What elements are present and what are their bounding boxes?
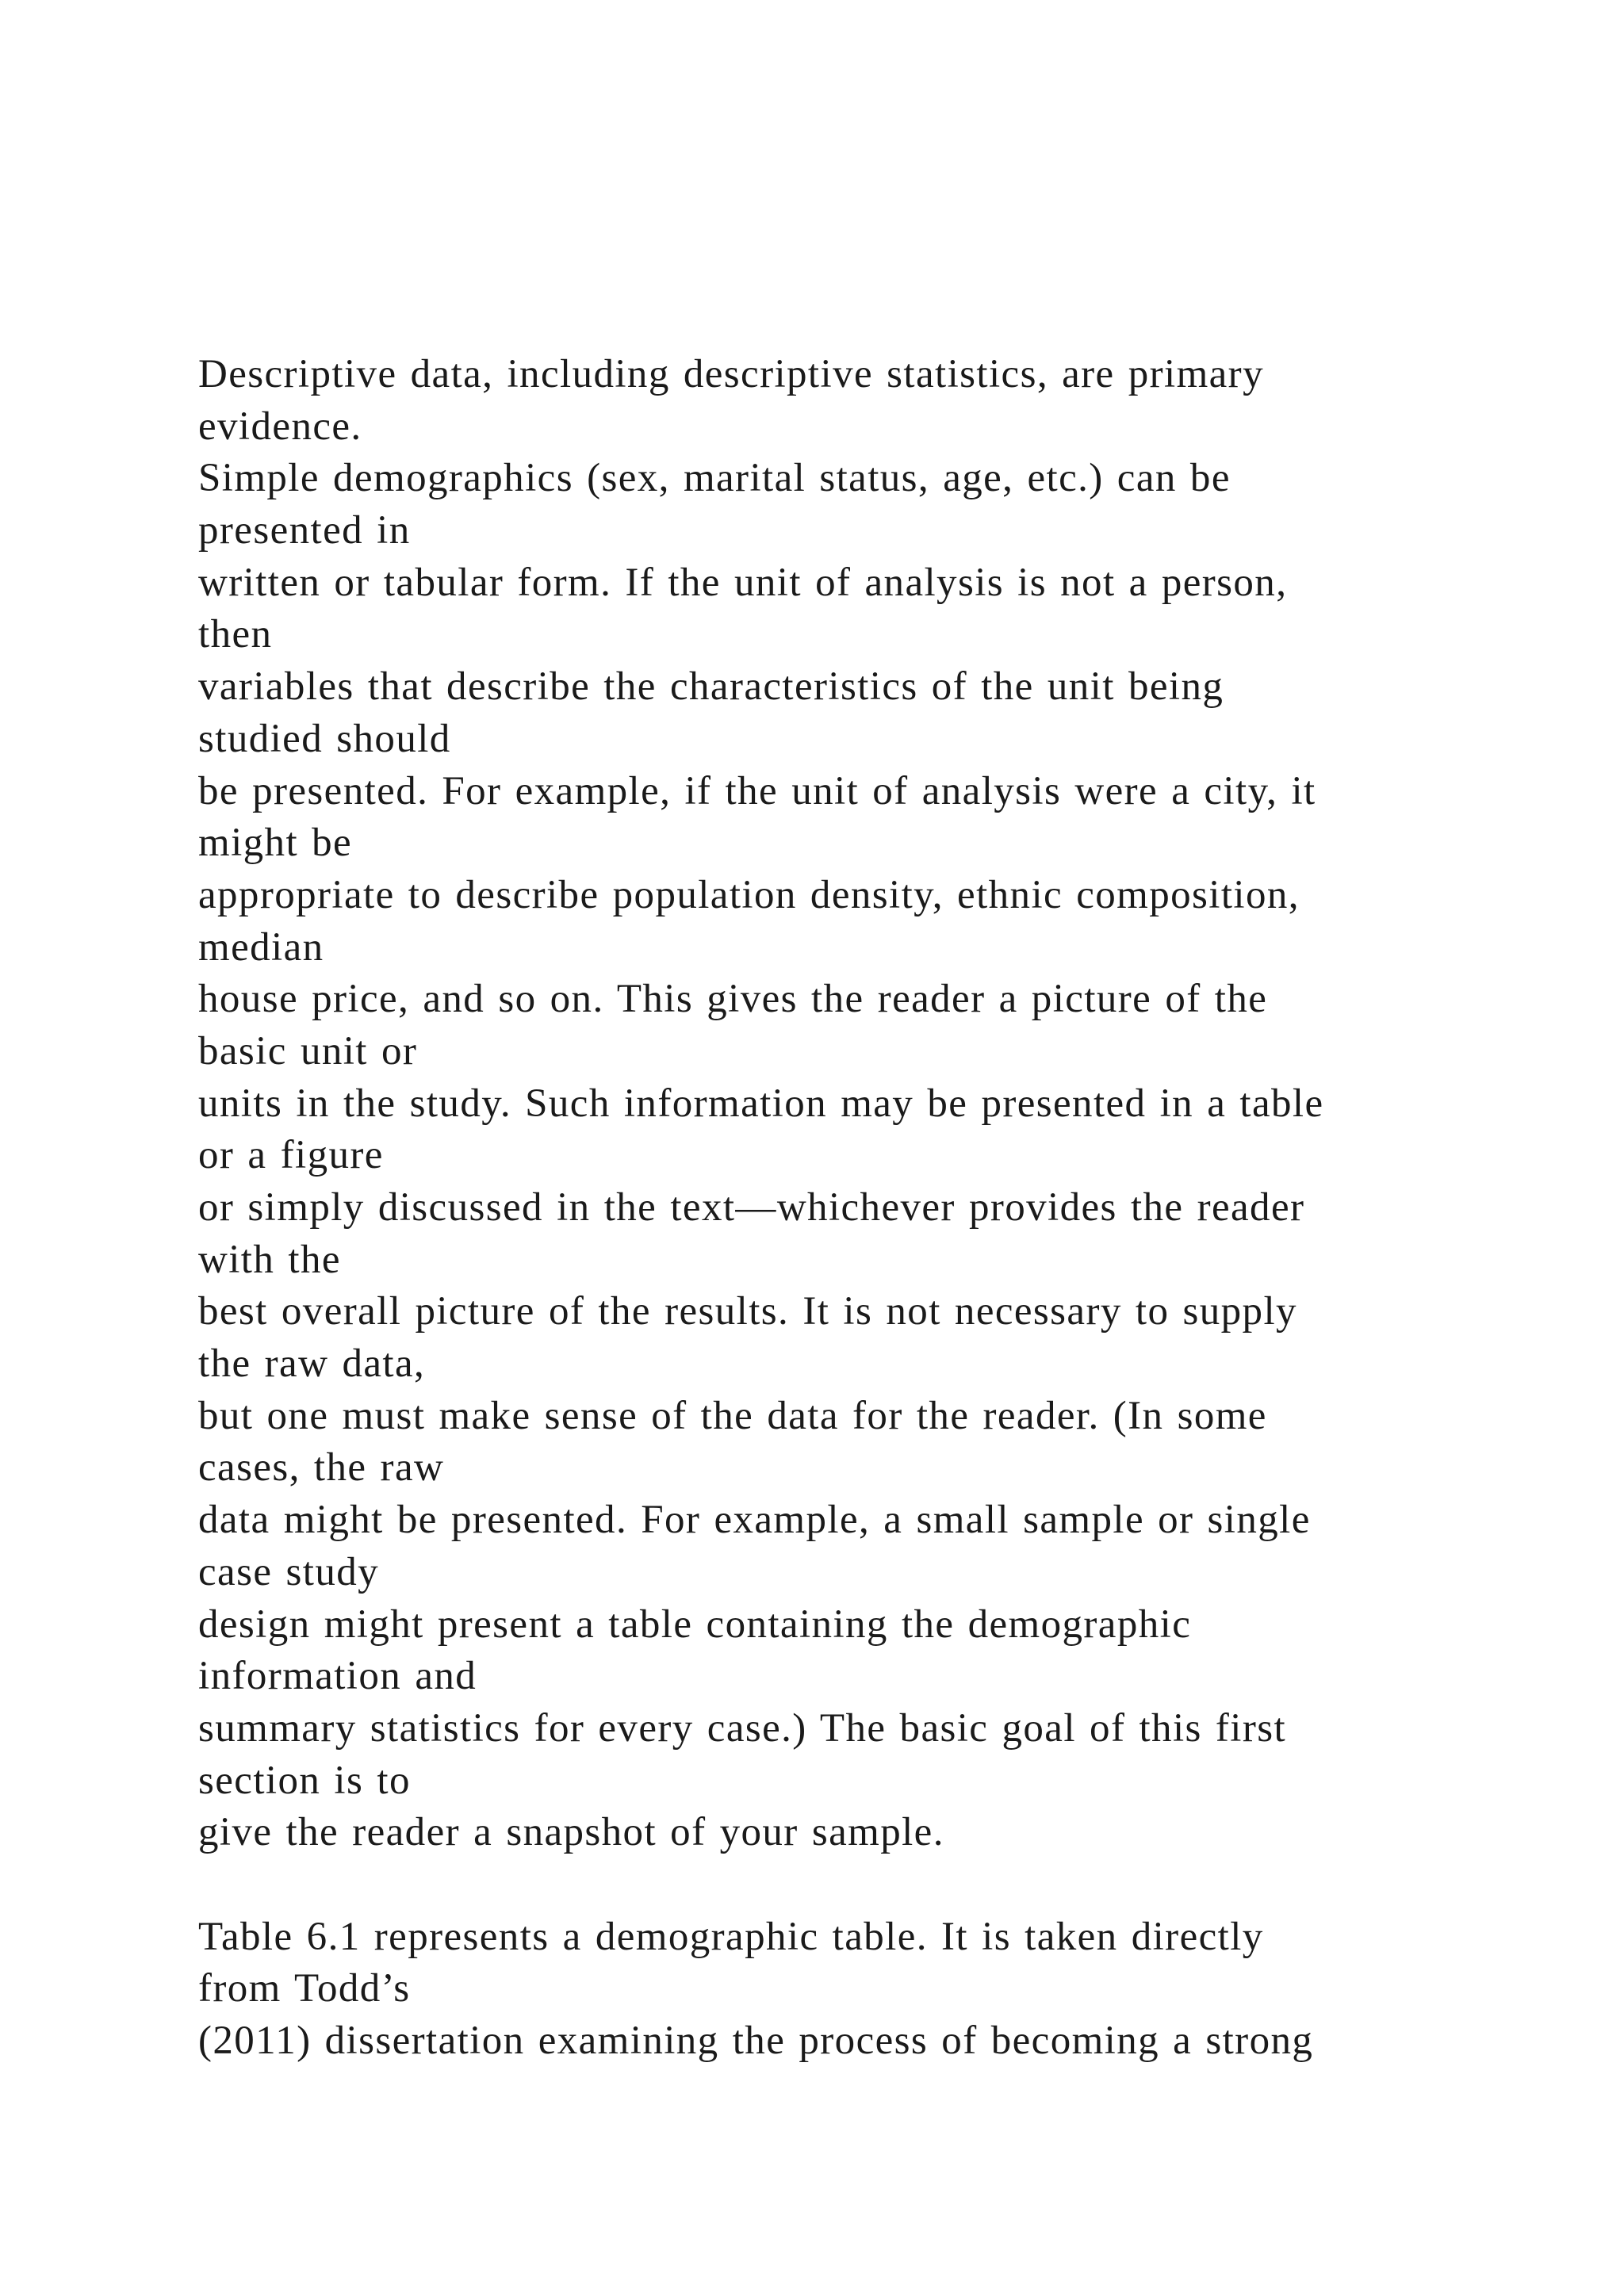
text-line: evidence. (198, 404, 362, 449)
paragraph-1 (198, 349, 1507, 1859)
text-line: give the reader a snapshot of your sample. (198, 1810, 944, 1855)
text-line: the raw data, (198, 1341, 426, 1387)
text-line: from Todd’s (198, 1966, 411, 2011)
text-line: house price, and so on. This gives the reader a picture of the (198, 977, 1268, 1022)
text-line: cases, the raw (198, 1445, 445, 1490)
text-line: studied should (198, 716, 451, 761)
text-line: Simple demographics (sex, marital status, age, etc.) can be (198, 456, 1231, 501)
text-line: be presented. For example, if the unit of analysis were a city, it (198, 768, 1316, 813)
text-line: basic unit or (198, 1028, 418, 1073)
text-line: median (198, 924, 324, 970)
text-line: (2011) dissertation examining the process of becoming a strong (198, 2019, 1314, 2063)
text-line: case study (198, 1549, 380, 1594)
text-line: then (198, 612, 273, 657)
text-line: information and (198, 1654, 477, 1699)
text-line: units in the study. Such information may be presented in a table (198, 1081, 1324, 1126)
text-line: variables that describe the characteristics of the unit being (198, 664, 1224, 710)
text-line: design might present a table containing the demographic (198, 1601, 1192, 1647)
text-line: Table 6.1 represents a demographic table. It is taken directly (198, 1914, 1264, 1959)
text-line: summary statistics for every case.) The basic goal of this first (198, 1705, 1287, 1751)
text-line: or a figure (198, 1133, 384, 1178)
text-line: Descriptive data, including descriptive statistics, are primary (198, 352, 1264, 396)
text-line: appropriate to describe population density, ethnic composition, (198, 872, 1300, 917)
text-line: data might be presented. For example, a small sample or single (198, 1498, 1311, 1543)
text-line: or simply discussed in the text—whichever provides the reader (198, 1185, 1305, 1230)
text-line: presented in (198, 508, 411, 553)
text-line: but one must make sense of the data for the reader. (In some (198, 1393, 1267, 1438)
text-line: with the (198, 1237, 341, 1282)
paragraph-2 (198, 1911, 1507, 2068)
text-line: section is to (198, 1758, 411, 1803)
text-line: best overall picture of the results. It is not necessary to supply (198, 1289, 1297, 1334)
paragraph-spacer (198, 1859, 1507, 1911)
text-line: might be (198, 821, 353, 866)
document-body (198, 349, 1507, 2068)
text-line: written or tabular form. If the unit of analysis is not a person, (198, 560, 1288, 605)
